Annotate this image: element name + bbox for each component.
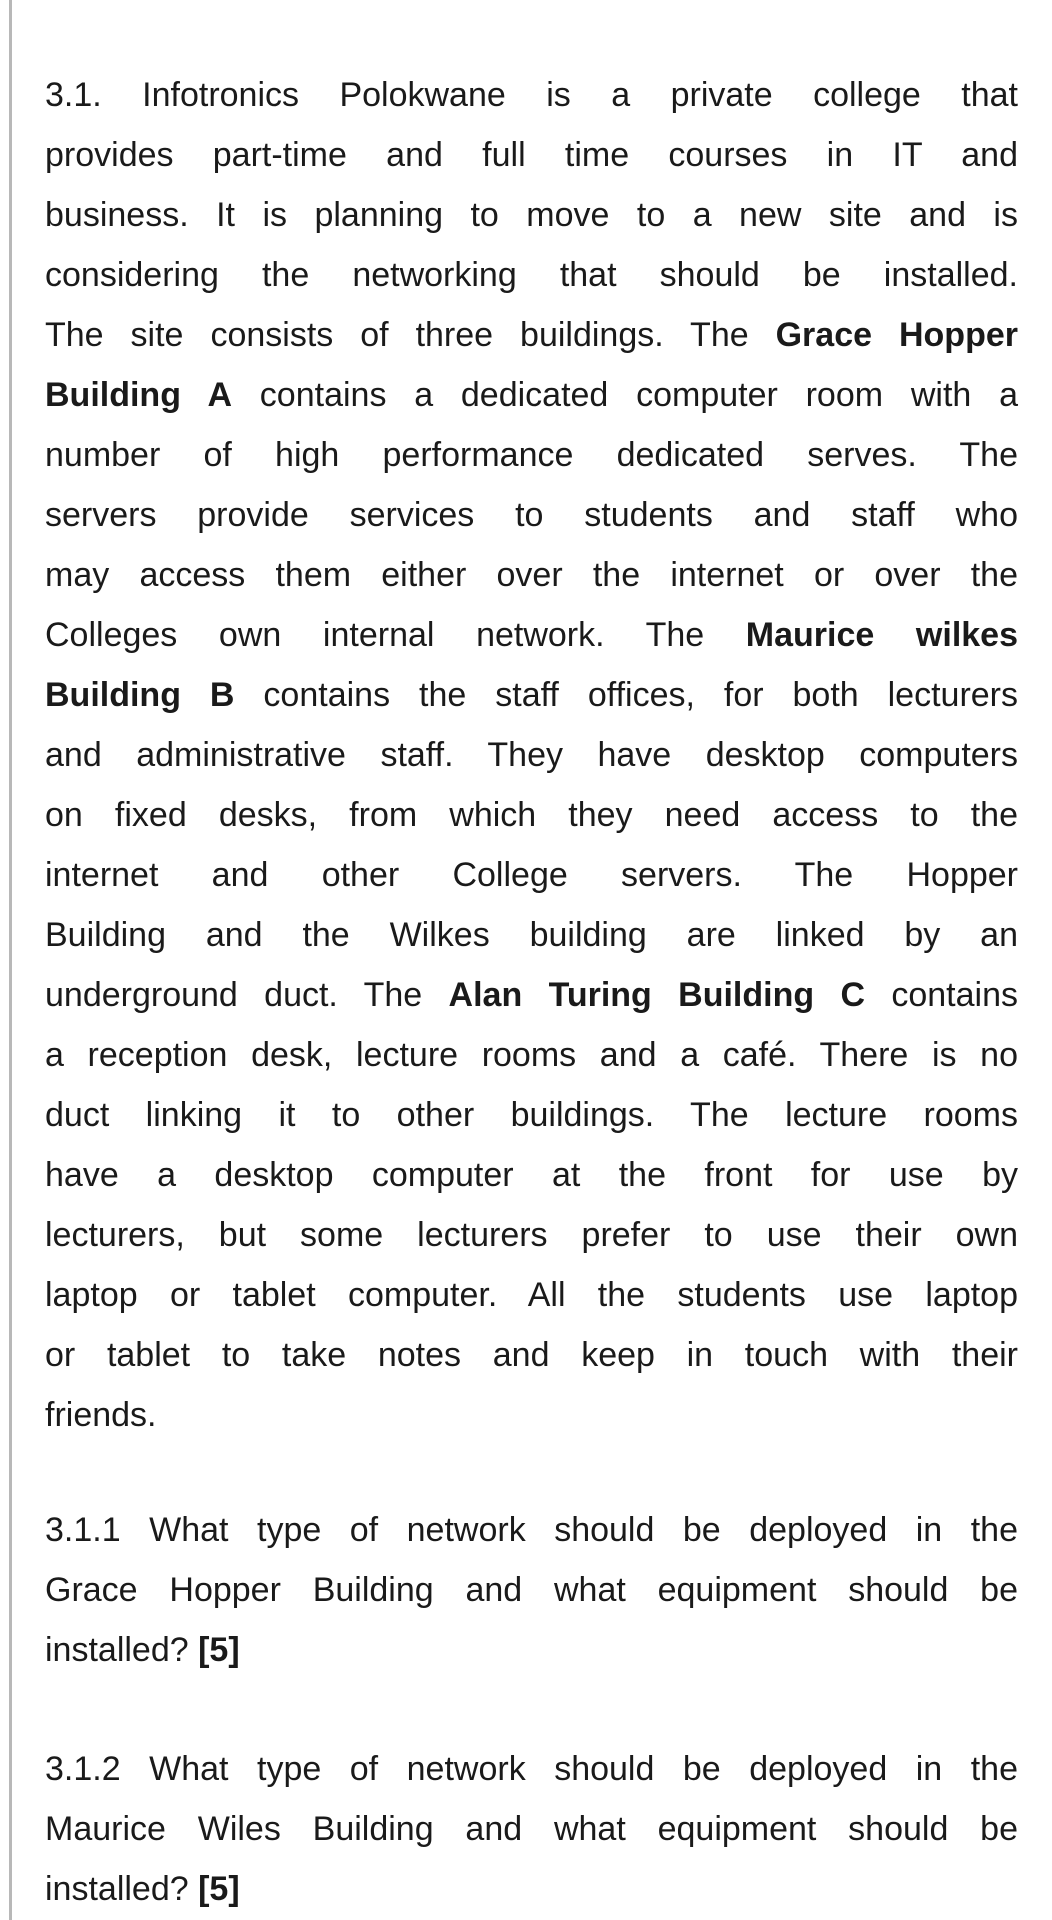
text-line: [45, 665, 1018, 725]
text-segment: contains the staff offices, for both lecturers: [234, 676, 1019, 714]
text-segment: 3.1. Infotronics Polokwane is a private college that: [45, 76, 1018, 114]
text-segment: Colleges own internal network. The: [45, 616, 746, 654]
bold-text: [5]: [198, 1870, 240, 1908]
text-segment: or tablet to take notes and keep in touch with their: [45, 1336, 1018, 1374]
text-segment: a reception desk, lecture rooms and a café. There is no: [45, 1036, 1018, 1074]
text-line: [45, 1025, 1018, 1085]
text-line: [45, 725, 1018, 785]
text-segment: The site consists of three buildings. The: [45, 316, 776, 354]
bold-text: Maurice wilkes: [745, 616, 1018, 654]
text-line: [45, 245, 1018, 305]
text-line: [45, 185, 1018, 245]
text-segment: 3.1.2 What type of network should be deployed in the: [45, 1750, 1018, 1788]
text-segment: installed?: [45, 1870, 199, 1908]
text-segment: have a desktop computer at the front for use by: [45, 1156, 1018, 1194]
text-segment: on fixed desks, from which they need access to the: [45, 796, 1018, 834]
text-segment: 3.1.1 What type of network should be deployed in the: [45, 1511, 1018, 1549]
bold-text: Building B: [45, 676, 235, 714]
text-line: [45, 1385, 1018, 1445]
text-segment: contains: [865, 976, 1018, 1014]
text-line: [45, 425, 1018, 485]
text-segment: lecturers, but some lecturers prefer to use their own: [45, 1216, 1018, 1254]
text-segment: provides part-time and full time courses in IT and: [45, 136, 1018, 174]
text-line: [45, 1265, 1018, 1325]
text-segment: considering the networking that should be installed.: [45, 256, 1018, 294]
text-segment: underground duct. The: [45, 976, 449, 1014]
text-line: [45, 485, 1018, 545]
text-line: [45, 1145, 1018, 1205]
text-line: [45, 305, 1018, 365]
text-segment: Maurice Wiles Building and what equipment should be: [45, 1810, 1018, 1848]
text-line: [45, 1799, 1018, 1859]
text-segment: servers provide services to students and staff who: [45, 496, 1018, 534]
bold-text: Building A: [45, 376, 233, 414]
text-line: [45, 1205, 1018, 1265]
text-segment: installed?: [45, 1631, 199, 1669]
question-3-1-2: [45, 1739, 1018, 1919]
text-line: [45, 605, 1018, 665]
text-line: [45, 125, 1018, 185]
text-segment: and administrative staff. They have desktop computers: [45, 736, 1018, 774]
text-line: [45, 545, 1018, 605]
text-line: [45, 365, 1018, 425]
text-line: [45, 1500, 1018, 1560]
text-segment: number of high performance dedicated serves. The: [45, 436, 1018, 474]
text-segment: business. It is planning to move to a new site and is: [45, 196, 1018, 234]
text-segment: may access them either over the internet or over the: [45, 556, 1018, 594]
text-line: [45, 845, 1018, 905]
text-segment: friends.: [45, 1396, 157, 1434]
question-3-1-1: [45, 1500, 1018, 1680]
text-line: [45, 1859, 1018, 1919]
text-line: [45, 1085, 1018, 1145]
text-line: [45, 1325, 1018, 1385]
text-segment: Building and the Wilkes building are linked by an: [45, 916, 1018, 954]
text-line: [45, 785, 1018, 845]
text-segment: internet and other College servers. The Hopper: [45, 856, 1018, 894]
text-line: [45, 1739, 1018, 1799]
left-border: [9, 0, 12, 1920]
text-line: [45, 965, 1018, 1025]
text-segment: duct linking it to other buildings. The lecture rooms: [45, 1096, 1018, 1134]
scenario-paragraph: [45, 65, 1018, 1445]
bold-text: [5]: [198, 1631, 240, 1669]
bold-text: Grace Hopper: [775, 316, 1018, 354]
text-segment: contains a dedicated computer room with a: [232, 376, 1018, 414]
text-line: [45, 905, 1018, 965]
text-segment: laptop or tablet computer. All the students use laptop: [45, 1276, 1018, 1314]
text-line: [45, 1560, 1018, 1620]
text-line: [45, 1620, 1018, 1680]
bold-text: Alan Turing Building C: [448, 976, 866, 1014]
text-segment: Grace Hopper Building and what equipment should be: [45, 1571, 1018, 1609]
text-line: [45, 65, 1018, 125]
